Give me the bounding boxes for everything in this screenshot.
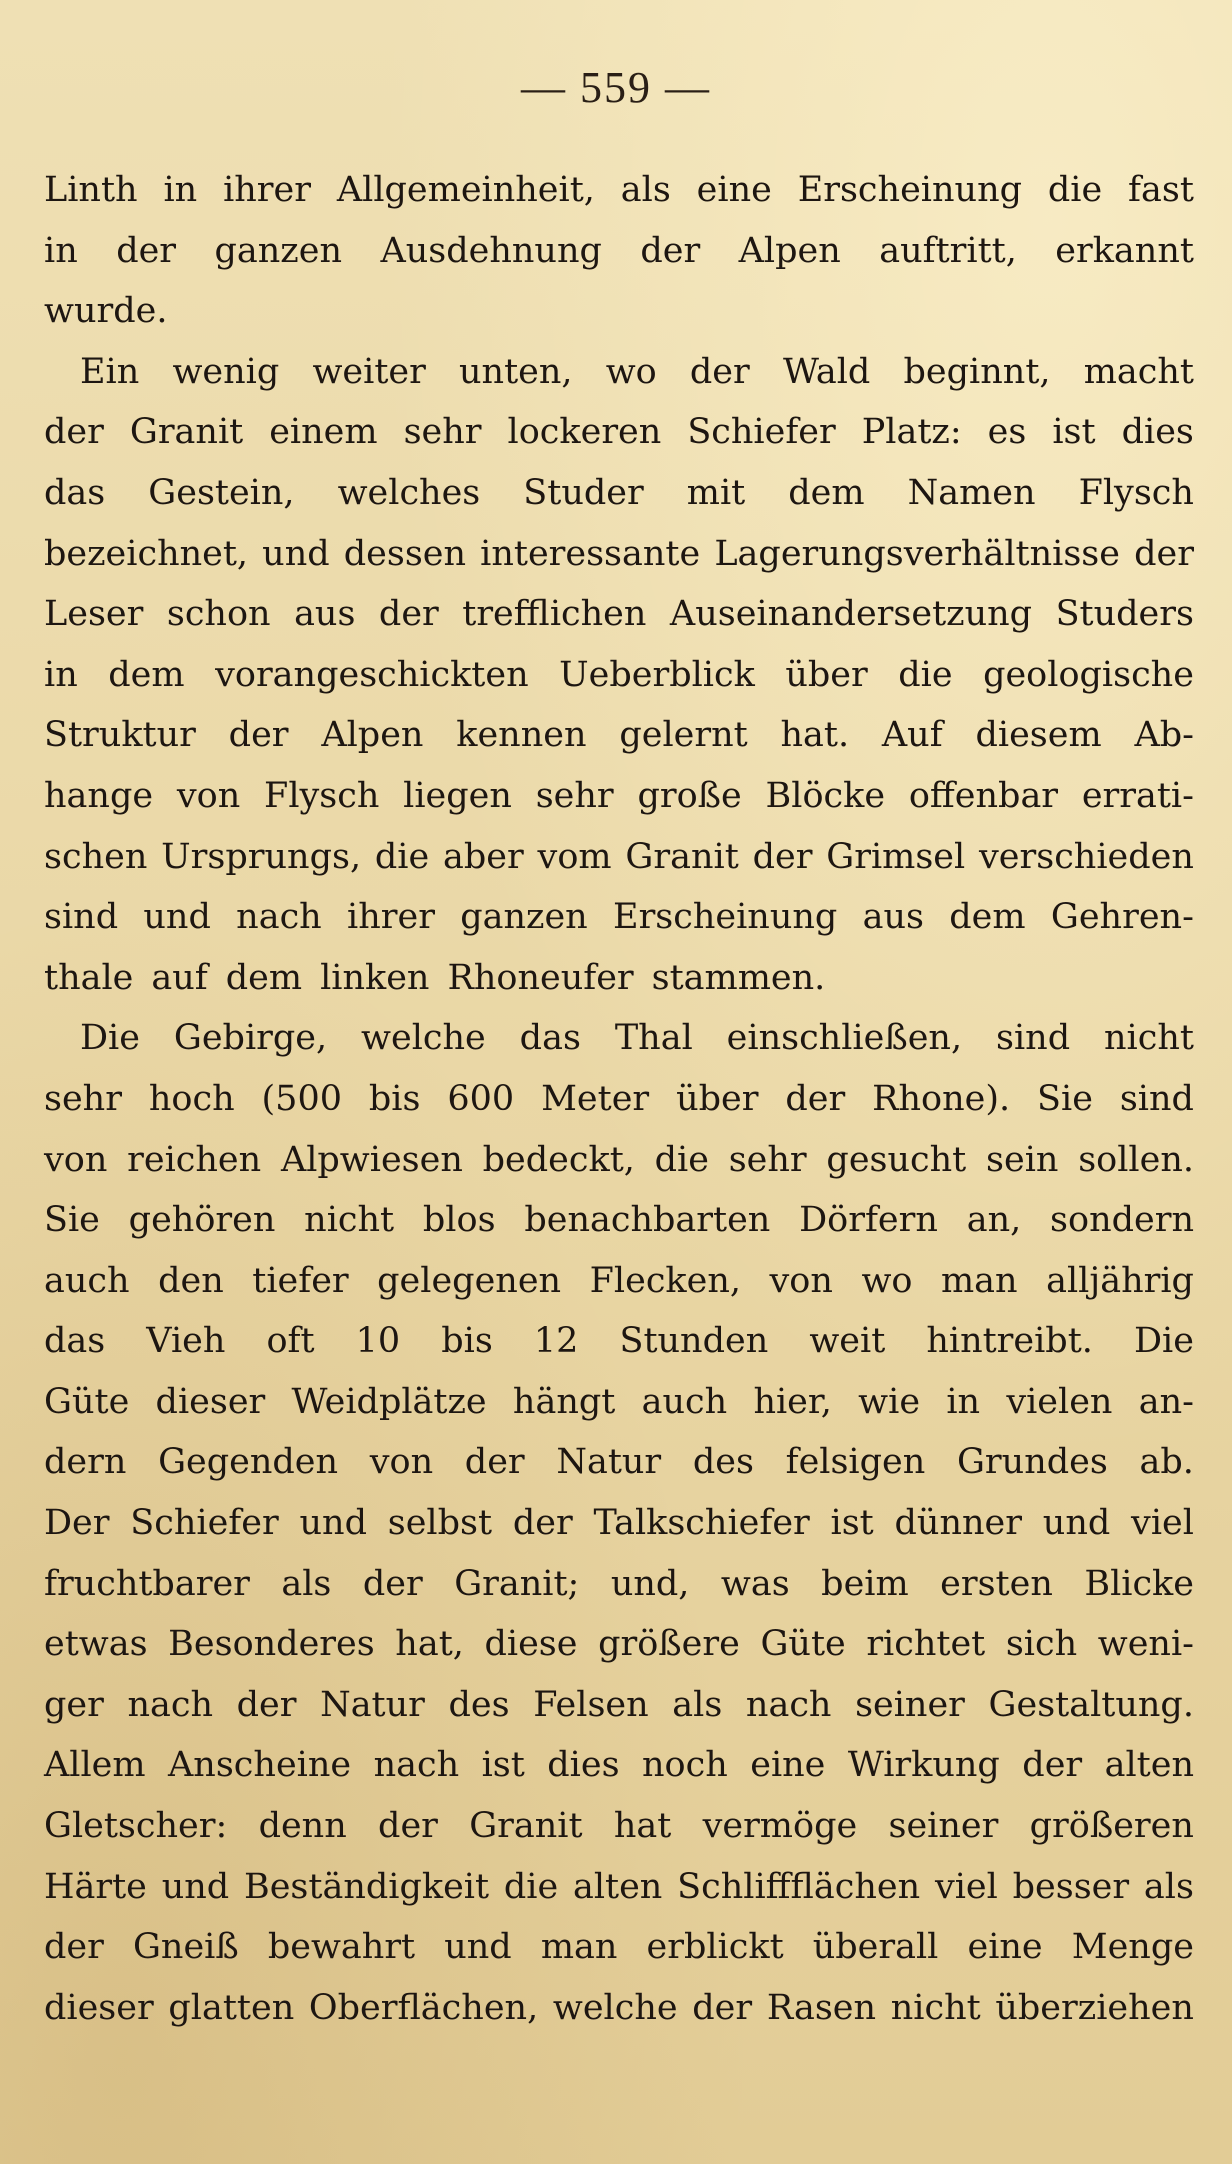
word: von [369,1442,434,1483]
word: Gletscher: [44,1806,228,1847]
word: hange [44,775,154,816]
word: Meter [541,1078,650,1119]
word: Felsen [533,1684,649,1725]
word: liegen [403,775,512,816]
word: Sie [1037,1078,1093,1119]
word: Studer [523,472,644,513]
word: Besonderes [168,1624,375,1665]
word: größeren [1029,1806,1194,1847]
word: welche [361,1018,486,1059]
word: trefflichen [462,594,647,635]
word: der [378,1806,438,1847]
word: als [672,1684,723,1725]
word: Wald [782,351,871,392]
word: seiner [855,1684,965,1725]
word: Grimsel [826,836,966,877]
word: Beständigkeit [244,1866,490,1907]
word: eine [696,170,772,210]
word: der [362,1563,423,1604]
text-line [44,1130,1194,1191]
word: in [44,230,78,271]
word: sein [986,1139,1059,1180]
word: Anscheine [168,1745,352,1786]
word: alljährig [1046,1260,1194,1301]
text-line [44,1069,1194,1130]
word: Schiefer [130,1503,279,1544]
word: fruchtbarer [44,1563,250,1604]
word: von [44,1139,108,1180]
text-line [44,1917,1194,1978]
word: das [44,1321,106,1362]
word: Granit [469,1806,583,1847]
word: und [1042,1503,1111,1544]
word: Talkschiefer [593,1503,810,1544]
word: Flecken, [589,1260,742,1301]
word: Vieh [146,1321,226,1362]
word: sehr [403,412,482,453]
word: Wirkung [847,1745,1000,1786]
word: Gneiß [132,1927,239,1968]
word: Flysch [264,775,380,816]
word: in [44,654,78,695]
word: ist [830,1503,874,1544]
word: und [161,1866,230,1907]
word: Ausdehnung [380,230,602,271]
word: Sie [44,1200,100,1241]
word: welche [552,1987,678,2028]
word: hat, [395,1624,464,1665]
word: beginnt, [903,351,1051,392]
word: noch [642,1745,728,1786]
word: benachbarten [524,1200,771,1241]
word: Rasen [766,1987,877,2028]
word: sind [1119,1078,1194,1119]
word: besser [1012,1866,1130,1907]
word: Allgemeinheit, [336,170,595,210]
word: kennen [456,715,587,756]
word: diese [484,1624,578,1665]
word: wenig [172,351,280,392]
word: blos [422,1200,496,1241]
word: dem [108,654,185,695]
word: dem [788,472,865,513]
word: die [374,836,430,877]
word: Granit [129,412,244,453]
word: alten [572,1866,663,1907]
word: gesucht [826,1139,967,1180]
word: Grundes [956,1442,1108,1483]
word: Ab- [1134,715,1194,756]
word: Auseinandersetzung [669,594,1033,635]
word: dünner [894,1503,1023,1544]
text-line [44,1008,1194,1069]
word: sehr [535,775,614,816]
text-line [44,705,1194,766]
word: aus [294,594,356,635]
word: Flysch [1078,472,1194,513]
word: Güte [760,1624,846,1665]
word: die [1047,170,1103,210]
word: fast [1128,170,1194,210]
word: Gehren- [1050,897,1194,938]
word: 10 [355,1321,401,1362]
word: weit [809,1321,886,1362]
word: nicht [304,1200,395,1241]
word: und [143,897,211,938]
text-line [44,1251,1194,1312]
word: der [228,715,289,756]
word: unten, [459,351,573,392]
word: Stunden [619,1321,769,1362]
word: ganzen [460,897,588,938]
text-line [44,645,1194,706]
word: stammen. [651,957,826,998]
word: bis [441,1321,493,1362]
word: wurde. [44,291,168,332]
word: sind [44,897,119,938]
word: an, [966,1200,1022,1241]
word: des [448,1684,510,1725]
word: wie [858,1381,921,1422]
word: der [640,230,701,271]
text-line [44,1978,1194,2039]
text-line [44,1735,1194,1796]
text-line [44,1432,1194,1493]
text-line [44,1493,1194,1554]
word: verschieden [979,836,1194,877]
word: tiefer [252,1260,349,1301]
word: in [946,1381,981,1422]
word: Weidplätze [291,1381,487,1422]
word: auch [44,1260,130,1301]
word: 600 [447,1078,515,1119]
word: Ursprungs, [161,836,362,877]
word: der [44,412,104,453]
word: als [1143,1866,1194,1907]
word: denn [258,1806,347,1847]
word: und [299,1503,367,1544]
word: auftritt, [879,230,1017,271]
word: selbst [387,1503,493,1544]
word: sondern [1050,1200,1194,1241]
word: die [654,1139,709,1180]
word: bis [368,1078,421,1119]
word: bedeckt, [482,1139,635,1180]
word: Oberflächen, [308,1987,539,2028]
text-line [44,584,1194,645]
word: der [236,1684,297,1725]
word: ganzen [214,230,342,271]
word: Thal [614,1018,693,1059]
word: schen [44,836,148,877]
word: Ueberblick [559,654,755,695]
word: der [689,351,750,392]
text-line [44,1796,1194,1857]
word: Linth [44,170,138,210]
word: überall [812,1927,939,1968]
word: dessen [343,533,467,574]
word: Struktur [44,715,196,756]
word: der [1134,533,1194,574]
page-number: — 559 — [521,63,711,112]
word: einem [269,412,378,453]
word: Leser [44,594,144,635]
word: der [116,230,177,271]
word: gelernt [619,715,748,756]
word: bezeichnet, [44,533,249,574]
word: größere [598,1624,740,1665]
word: hat [613,1806,672,1847]
word: den [158,1260,224,1301]
word: an- [1138,1381,1194,1422]
word: aber [443,836,524,877]
word: in [163,170,198,210]
text-line [44,221,1194,282]
word: diesem [975,715,1102,756]
word: (500 [261,1078,342,1119]
word: Natur [320,1684,425,1725]
word: und, [610,1563,690,1604]
word: dies [1121,412,1194,453]
word: als [281,1563,332,1604]
word: nach [127,1684,214,1725]
word: Granit; [454,1563,580,1604]
word: nicht [1104,1018,1194,1059]
word: Platz: [861,412,962,453]
word: geologische [983,654,1194,695]
word: Die [1133,1321,1194,1362]
word: der [44,1927,104,1968]
word: das [44,472,106,513]
word: Menge [1071,1927,1194,1968]
word: hier, [753,1381,832,1422]
word: reichen [127,1139,262,1180]
word: 12 [533,1321,579,1362]
text-line [44,524,1194,585]
word: der [1022,1745,1083,1786]
word: nach [745,1684,832,1725]
word: Auf [881,715,943,756]
word: eine [750,1745,826,1786]
word: vermöge [702,1806,858,1847]
text-line [44,1857,1194,1918]
word: das [519,1018,581,1059]
text-line [44,887,1194,948]
text-line [44,948,1194,1009]
word: und [262,533,330,574]
text-line [44,342,1194,403]
word: Blicke [1084,1563,1194,1604]
word: dem [225,957,303,998]
word: weiter [312,351,426,392]
word: sich [1005,1624,1078,1665]
word: sehr [728,1139,807,1180]
word: der [378,594,439,635]
word: hat. [780,715,850,756]
word: man [940,1260,1018,1301]
word: gelegenen [377,1260,562,1301]
word: Güte [44,1381,130,1422]
word: Ein [80,351,140,392]
word: nicht [890,1987,981,2028]
word: was [720,1563,790,1604]
word: schon [166,594,271,635]
word: Granit [625,836,739,877]
word: offenbar [908,775,1059,816]
word: alten [1104,1745,1194,1786]
word: Gegenden [158,1442,339,1483]
word: welches [337,472,481,513]
word: viel [1131,1503,1194,1544]
word: man [540,1927,618,1968]
word: sehr [44,1078,122,1119]
word: Gestaltung. [988,1684,1194,1725]
body-text [44,160,1194,2038]
word: sind [996,1018,1071,1059]
word: erblickt [646,1927,784,1968]
word: viel [934,1866,998,1907]
word: ab. [1139,1442,1194,1483]
word: Erscheinung [613,897,838,938]
word: ist [1052,412,1096,453]
text-line [44,463,1194,524]
word: nach [373,1745,460,1786]
text-line [44,827,1194,888]
word: oft [266,1321,315,1362]
word: glatten [168,1987,295,2028]
word: Gebirge, [173,1018,328,1059]
word: wo [861,1260,913,1301]
word: Rhoneufer [447,957,634,998]
word: linken [320,957,430,998]
word: Natur [556,1442,662,1483]
word: ihrer [347,897,435,938]
word: einschließen, [726,1018,963,1059]
word: aus [862,897,924,938]
word: die [503,1866,559,1907]
word: es [987,412,1027,453]
word: der [692,1987,753,2028]
text-line [44,1311,1194,1372]
word: nach [236,897,322,938]
word: beim [821,1563,909,1604]
text-line [44,1675,1194,1736]
word: dieser [44,1987,154,2028]
word: wo [605,351,657,392]
word: der [512,1503,573,1544]
word: auf [151,957,208,998]
word: dern [44,1442,127,1483]
word: etwas [44,1624,148,1665]
text-line [44,1190,1194,1251]
word: ihrer [223,170,311,210]
word: ger [44,1684,104,1725]
word: Alpen [738,230,841,271]
word: und [444,1927,512,1968]
word: große [637,775,742,816]
word: dieser [155,1381,266,1422]
word: der [752,836,813,877]
word: eine [967,1927,1043,1968]
word: Alpwiesen [280,1139,463,1180]
text-line [44,1554,1194,1615]
word: von [769,1260,833,1301]
word: ersten [940,1563,1053,1604]
word: weni- [1097,1624,1194,1665]
word: hintreibt. [926,1321,1093,1362]
text-line [44,281,1194,342]
word: sollen. [1078,1139,1194,1180]
word: Lagerungsverhältnisse [714,533,1120,574]
word: des [692,1442,754,1483]
word: Gestein, [148,472,295,513]
word: bewahrt [267,1927,416,1968]
word: errati- [1081,775,1194,816]
word: von [176,775,241,816]
word: dem [949,897,1026,938]
word: vorangeschickten [215,654,529,695]
word: auch [641,1381,728,1422]
text-line [44,1372,1194,1433]
word: hängt [512,1381,616,1422]
word: als [620,170,671,210]
word: Namen [907,472,1036,513]
word: lockeren [507,412,662,453]
word: thale [44,957,134,998]
word: mit [686,472,746,513]
word: die [898,654,953,695]
word: ist [481,1745,525,1786]
word: Härte [44,1866,147,1907]
word: felsigen [785,1442,926,1483]
text-line [44,160,1194,221]
word: dies [547,1745,620,1786]
word: vielen [1006,1381,1113,1422]
word: Erscheinung [797,170,1023,210]
text-line [44,402,1194,463]
word: Dörfern [799,1200,938,1241]
word: richtet [866,1624,986,1665]
word: vom [537,836,612,877]
word: der [785,1078,846,1119]
word: Alpen [321,715,424,756]
word: seiner [888,1806,999,1847]
text-line [44,766,1194,827]
word: Studers [1055,594,1194,635]
word: überziehen [995,1987,1194,2028]
word: Rhone). [872,1078,1011,1119]
word: Schiefer [687,412,836,453]
word: über [676,1078,759,1119]
word: über [785,654,868,695]
word: Schliffflächen [677,1866,921,1907]
word: macht [1083,351,1194,392]
word: der [464,1442,525,1483]
text-line [44,1614,1194,1675]
word: Der [44,1503,110,1544]
word: hoch [148,1078,235,1119]
word: erkannt [1055,230,1194,271]
word: Die [80,1018,140,1059]
word: Allem [44,1745,146,1786]
word: gehören [128,1200,276,1241]
word: interessante [480,533,701,574]
word: Blöcke [765,775,886,816]
